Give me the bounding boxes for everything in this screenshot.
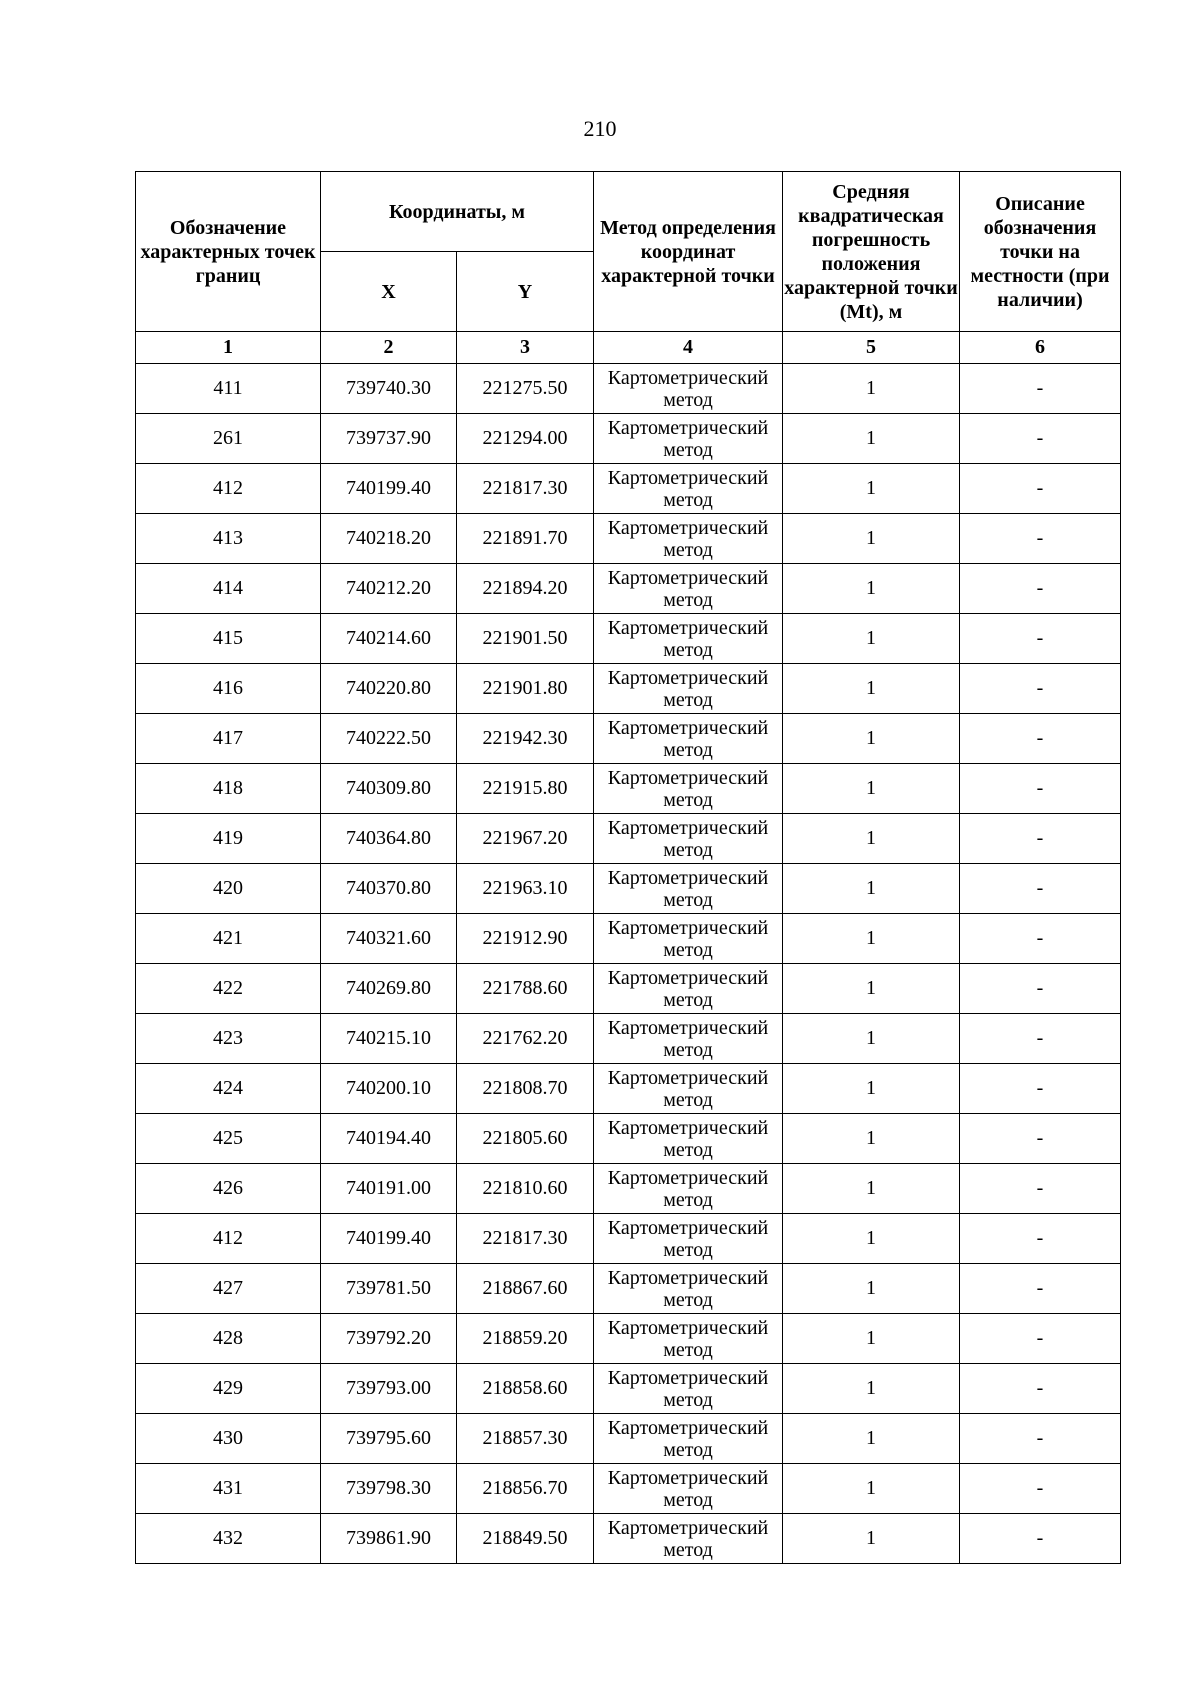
method-text: метод (663, 838, 713, 861)
x-cell: 740194.40 (321, 1114, 457, 1164)
page-number: 210 (583, 116, 617, 141)
point-cell: 412 (136, 1214, 321, 1264)
y-cell: 221762.20 (457, 1014, 594, 1064)
method-cell (594, 1064, 783, 1114)
method-text: Картометрический (607, 616, 769, 639)
y-cell: 221901.50 (457, 614, 594, 664)
description-cell: - (960, 1314, 1121, 1364)
method-text: метод (663, 1138, 713, 1161)
method-text: метод (663, 588, 713, 611)
method-cell (594, 1014, 783, 1064)
method-text: метод (663, 538, 713, 561)
error-cell: 1 (783, 964, 960, 1014)
header-description: Описание обозначения точки на местности (при наличии) (960, 172, 1121, 332)
y-cell: 218858.60 (457, 1364, 594, 1414)
point-cell: 429 (136, 1364, 321, 1414)
method-text: метод (663, 1038, 713, 1061)
method-cell (594, 1214, 783, 1264)
error-cell: 1 (783, 1014, 960, 1064)
error-cell: 1 (783, 914, 960, 964)
table-row (136, 964, 1121, 1014)
method-cell (594, 1164, 783, 1214)
method-text: метод (663, 888, 713, 911)
method-cell (594, 364, 783, 414)
error-cell: 1 (783, 414, 960, 464)
x-cell: 740212.20 (321, 564, 457, 614)
method-cell (594, 1364, 783, 1414)
point-cell: 427 (136, 1264, 321, 1314)
table-row (136, 564, 1121, 614)
point-cell: 413 (136, 514, 321, 564)
error-cell: 1 (783, 1514, 960, 1564)
description-cell: - (960, 714, 1121, 764)
method-cell (594, 464, 783, 514)
column-number: 2 (321, 332, 457, 364)
y-cell: 218867.60 (457, 1264, 594, 1314)
method-cell (594, 1514, 783, 1564)
header-coordinates: Координаты, м (321, 172, 594, 252)
method-text: Картометрический (607, 566, 769, 589)
error-cell: 1 (783, 1264, 960, 1314)
header-y: Y (457, 252, 594, 332)
x-cell: 739793.00 (321, 1364, 457, 1414)
table-row (136, 664, 1121, 714)
method-cell (594, 914, 783, 964)
description-cell: - (960, 1264, 1121, 1314)
x-cell: 740269.80 (321, 964, 457, 1014)
table-row (136, 1364, 1121, 1414)
method-cell (594, 614, 783, 664)
y-cell: 221894.20 (457, 564, 594, 614)
error-cell: 1 (783, 1164, 960, 1214)
header-error: Средняя квадратическая погрешность положения характерной точки (Mt), м (783, 172, 960, 332)
table-row (136, 1314, 1121, 1364)
x-cell: 740309.80 (321, 764, 457, 814)
method-cell (594, 1314, 783, 1364)
y-cell: 218857.30 (457, 1414, 594, 1464)
method-cell (594, 1264, 783, 1314)
method-text: метод (663, 388, 713, 411)
method-text: метод (663, 1488, 713, 1511)
x-cell: 740220.80 (321, 664, 457, 714)
point-cell: 416 (136, 664, 321, 714)
method-text: метод (663, 738, 713, 761)
description-cell: - (960, 564, 1121, 614)
x-cell: 739798.30 (321, 1464, 457, 1514)
error-cell: 1 (783, 464, 960, 514)
x-cell: 740321.60 (321, 914, 457, 964)
x-cell: 739737.90 (321, 414, 457, 464)
x-cell: 740364.80 (321, 814, 457, 864)
description-cell: - (960, 1114, 1121, 1164)
table-row (136, 1464, 1121, 1514)
y-cell: 218856.70 (457, 1464, 594, 1514)
point-cell: 421 (136, 914, 321, 964)
point-cell: 423 (136, 1014, 321, 1064)
method-text: метод (663, 1238, 713, 1261)
table-row (136, 364, 1121, 414)
method-text: метод (663, 1288, 713, 1311)
y-cell: 221942.30 (457, 714, 594, 764)
y-cell: 221817.30 (457, 1214, 594, 1264)
column-number: 6 (960, 332, 1121, 364)
description-cell: - (960, 1364, 1121, 1414)
description-cell: - (960, 1164, 1121, 1214)
x-cell: 739792.20 (321, 1314, 457, 1364)
method-text: метод (663, 638, 713, 661)
y-cell: 221891.70 (457, 514, 594, 564)
method-text: Картометрический (607, 1016, 769, 1039)
method-cell (594, 864, 783, 914)
point-cell: 430 (136, 1414, 321, 1464)
description-cell: - (960, 514, 1121, 564)
method-text: метод (663, 1538, 713, 1561)
point-cell: 425 (136, 1114, 321, 1164)
method-text: Картометрический (607, 766, 769, 789)
point-cell: 418 (136, 764, 321, 814)
method-text: Картометрический (607, 1166, 769, 1189)
x-cell: 740218.20 (321, 514, 457, 564)
y-cell: 221805.60 (457, 1114, 594, 1164)
table-row (136, 1114, 1121, 1164)
table-row (136, 864, 1121, 914)
y-cell: 221808.70 (457, 1064, 594, 1114)
point-cell: 428 (136, 1314, 321, 1364)
point-cell: 414 (136, 564, 321, 614)
point-cell: 412 (136, 464, 321, 514)
method-cell (594, 564, 783, 614)
method-text: метод (663, 1338, 713, 1361)
x-cell: 739740.30 (321, 364, 457, 414)
method-cell (594, 814, 783, 864)
point-cell: 417 (136, 714, 321, 764)
point-cell: 422 (136, 964, 321, 1014)
x-cell: 740370.80 (321, 864, 457, 914)
table-row (136, 1414, 1121, 1464)
header-designation: Обозначение характерных точек границ (136, 172, 321, 332)
y-cell: 221901.80 (457, 664, 594, 714)
header-x: X (321, 252, 457, 332)
method-text: метод (663, 1438, 713, 1461)
method-text: метод (663, 688, 713, 711)
y-cell: 221817.30 (457, 464, 594, 514)
table-row (136, 464, 1121, 514)
description-cell: - (960, 664, 1121, 714)
x-cell: 739781.50 (321, 1264, 457, 1314)
y-cell: 221294.00 (457, 414, 594, 464)
method-text: метод (663, 1188, 713, 1211)
error-cell: 1 (783, 664, 960, 714)
point-cell: 424 (136, 1064, 321, 1114)
method-cell (594, 964, 783, 1014)
error-cell: 1 (783, 1114, 960, 1164)
point-cell: 431 (136, 1464, 321, 1514)
table-row (136, 1214, 1121, 1264)
column-number: 3 (457, 332, 594, 364)
description-cell: - (960, 1214, 1121, 1264)
column-number: 4 (594, 332, 783, 364)
x-cell: 740191.00 (321, 1164, 457, 1214)
point-cell: 419 (136, 814, 321, 864)
point-cell: 261 (136, 414, 321, 464)
x-cell: 740214.60 (321, 614, 457, 664)
x-cell: 740199.40 (321, 1214, 457, 1264)
error-cell: 1 (783, 614, 960, 664)
description-cell: - (960, 964, 1121, 1014)
x-cell: 739861.90 (321, 1514, 457, 1564)
point-cell: 432 (136, 1514, 321, 1564)
description-cell: - (960, 864, 1121, 914)
error-cell: 1 (783, 364, 960, 414)
method-text: Картометрический (607, 666, 769, 689)
method-text: Картометрический (607, 916, 769, 939)
y-cell: 218849.50 (457, 1514, 594, 1564)
y-cell: 218859.20 (457, 1314, 594, 1364)
description-cell: - (960, 764, 1121, 814)
method-text: Картометрический (607, 1116, 769, 1139)
method-cell (594, 1464, 783, 1514)
error-cell: 1 (783, 1364, 960, 1414)
method-text: Картометрический (607, 816, 769, 839)
method-text: метод (663, 1088, 713, 1111)
method-text: Картометрический (607, 1366, 769, 1389)
table-row (136, 614, 1121, 664)
method-text: Картометрический (607, 1316, 769, 1339)
x-cell: 740222.50 (321, 714, 457, 764)
error-cell: 1 (783, 1464, 960, 1514)
table-row (136, 1164, 1121, 1214)
y-cell: 221788.60 (457, 964, 594, 1014)
method-text: Картометрический (607, 466, 769, 489)
table-row (136, 414, 1121, 464)
method-text: Картометрический (607, 1066, 769, 1089)
description-cell: - (960, 364, 1121, 414)
description-cell: - (960, 1064, 1121, 1114)
table-row (136, 764, 1121, 814)
table-row (136, 1064, 1121, 1114)
table-row (136, 514, 1121, 564)
method-text: Картометрический (607, 1466, 769, 1489)
method-text: Картометрический (607, 1216, 769, 1239)
description-cell: - (960, 1014, 1121, 1064)
method-text: метод (663, 988, 713, 1011)
description-cell: - (960, 464, 1121, 514)
table-row (136, 814, 1121, 864)
method-text: метод (663, 1388, 713, 1411)
method-text: метод (663, 938, 713, 961)
y-cell: 221915.80 (457, 764, 594, 814)
error-cell: 1 (783, 1214, 960, 1264)
method-cell (594, 1414, 783, 1464)
error-cell: 1 (783, 864, 960, 914)
method-cell (594, 414, 783, 464)
error-cell: 1 (783, 1414, 960, 1464)
error-cell: 1 (783, 814, 960, 864)
method-text: Картометрический (607, 716, 769, 739)
method-cell (594, 714, 783, 764)
y-cell: 221275.50 (457, 364, 594, 414)
x-cell: 739795.60 (321, 1414, 457, 1464)
error-cell: 1 (783, 564, 960, 614)
table-row (136, 914, 1121, 964)
method-cell (594, 514, 783, 564)
method-cell (594, 1114, 783, 1164)
error-cell: 1 (783, 1064, 960, 1114)
method-cell (594, 764, 783, 814)
description-cell: - (960, 914, 1121, 964)
error-cell: 1 (783, 514, 960, 564)
table-row (136, 1264, 1121, 1314)
table-row (136, 714, 1121, 764)
table-row (136, 1014, 1121, 1064)
column-number: 5 (783, 332, 960, 364)
column-number: 1 (136, 332, 321, 364)
method-text: Картометрический (607, 416, 769, 439)
method-text: Картометрический (607, 866, 769, 889)
y-cell: 221967.20 (457, 814, 594, 864)
description-cell: - (960, 1514, 1121, 1564)
description-cell: - (960, 1414, 1121, 1464)
x-cell: 740200.10 (321, 1064, 457, 1114)
x-cell: 740199.40 (321, 464, 457, 514)
description-cell: - (960, 814, 1121, 864)
description-cell: - (960, 414, 1121, 464)
point-cell: 415 (136, 614, 321, 664)
coordinates-table (135, 171, 1121, 1564)
method-text: метод (663, 788, 713, 811)
x-cell: 740215.10 (321, 1014, 457, 1064)
method-text: Картометрический (607, 1516, 769, 1539)
method-text: Картометрический (607, 1266, 769, 1289)
method-text: Картометрический (607, 516, 769, 539)
y-cell: 221963.10 (457, 864, 594, 914)
error-cell: 1 (783, 764, 960, 814)
method-text: Картометрический (607, 1416, 769, 1439)
description-cell: - (960, 614, 1121, 664)
error-cell: 1 (783, 714, 960, 764)
method-text: метод (663, 488, 713, 511)
header-method: Метод определения координат характерной точки (594, 172, 783, 332)
point-cell: 420 (136, 864, 321, 914)
method-text: Картометрический (607, 966, 769, 989)
method-text: Картометрический (607, 366, 769, 389)
y-cell: 221810.60 (457, 1164, 594, 1214)
point-cell: 411 (136, 364, 321, 414)
point-cell: 426 (136, 1164, 321, 1214)
method-cell (594, 664, 783, 714)
error-cell: 1 (783, 1314, 960, 1364)
y-cell: 221912.90 (457, 914, 594, 964)
table-row (136, 1514, 1121, 1564)
method-text: метод (663, 438, 713, 461)
description-cell: - (960, 1464, 1121, 1514)
